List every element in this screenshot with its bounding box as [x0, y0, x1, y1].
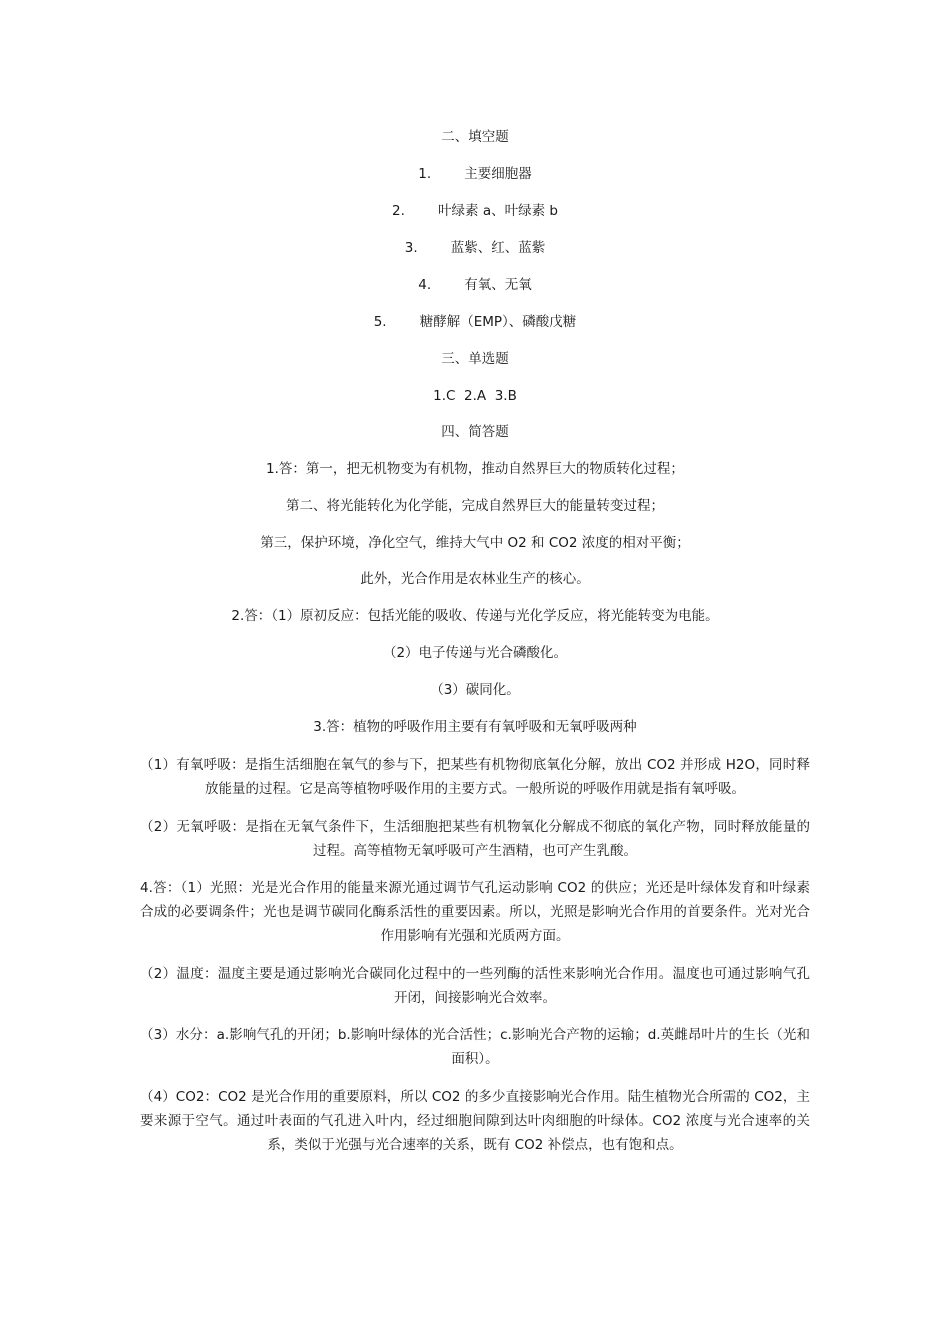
- fill-blank-item: [140, 163, 810, 185]
- answer-line: 3.答：植物的呼吸作用主要有有氧呼吸和无氧呼吸两种: [313, 719, 637, 735]
- answer-paragraph: 4.答：（1）光照：光是光合作用的能量来源光通过调节气孔运动影响 CO2 的供应；光还是叶绿体发育和叶绿素合成的必要调条件；光也是调节碳同化酶系活性的重要因素。所以，光照是影响光合作用的首要条件。光对光合作用影响有光强和光质两方面。: [140, 880, 810, 944]
- answer-line: （2）电子传递与光合磷酸化。: [382, 645, 568, 661]
- fill-blank-item: [140, 311, 810, 333]
- answer-line: 第三，保护环境，净化空气，维持大气中 O2 和 CO2 浓度的相对平衡；: [260, 535, 690, 551]
- answer-paragraph: （4）CO2：CO2 是光合作用的重要原料，所以 CO2 的多少直接影响光合作用。陆生植物光合所需的 CO2，主要来源于空气。通过叶表面的气孔进入叶内，经过细胞间隙到达叶肉细胞的叶绿体。CO2 浓度与光合速率的关系，类似于光强与光合速率的关系，既有 CO2 补偿点，也有饱和点。: [140, 1089, 810, 1153]
- answer-line: 1.答：第一，把无机物变为有机物，推动自然界巨大的物质转化过程；: [266, 461, 684, 477]
- item-number: 5.: [373, 314, 387, 330]
- section-heading-fill-blank: 二、填空题: [441, 129, 509, 145]
- single-choice-answers: 1.C 2.A 3.B: [433, 388, 517, 404]
- item-number: 4.: [418, 277, 432, 293]
- answer-paragraph: （2）温度：温度主要是通过影响光合碳同化过程中的一些列酶的活性来影响光合作用。温度也可通过影响气孔开闭，间接影响光合效率。: [140, 966, 810, 1006]
- fill-blank-item: [140, 200, 810, 222]
- section-heading-short-answer: 四、简答题: [441, 424, 509, 440]
- item-text: 叶绿素 a、叶绿素 b: [438, 203, 558, 219]
- fill-blank-item: [140, 274, 810, 296]
- item-text: 蓝紫、红、蓝紫: [450, 240, 546, 256]
- answer-paragraph: （2）无氧呼吸：是指在无氧气条件下，生活细胞把某些有机物氧化分解成不彻底的氧化产物，同时释放能量的过程。高等植物无氧呼吸可产生酒精，也可产生乳酸。: [140, 819, 810, 859]
- answer-line: 第二、将光能转化为化学能，完成自然界巨大的能量转变过程；: [286, 498, 664, 514]
- item-number: 1.: [418, 166, 432, 182]
- section-heading-single-choice: 三、单选题: [441, 351, 509, 367]
- answer-line: （3）碳同化。: [430, 682, 520, 698]
- answer-paragraph: （3）水分：a.影响气孔的开闭；b.影响叶绿体的光合活性；c.影响光合产物的运输；d.英雌昂叶片的生长（光和面积）。: [140, 1027, 810, 1067]
- item-number: 2.: [392, 203, 405, 219]
- answer-paragraph: （1）有氧呼吸：是指生活细胞在氧气的参与下，把某些有机物彻底氧化分解，放出 CO2 并形成 H2O，同时释放能量的过程。它是高等植物呼吸作用的主要方式。一般所说的呼吸作用就是指有氧呼吸。: [140, 757, 810, 797]
- item-text: 糖酵解（EMP）、磷酸戊糖: [419, 314, 577, 330]
- answer-line: 2.答：（1）原初反应：包括光能的吸收、传递与光化学反应，将光能转变为电能。: [231, 608, 719, 624]
- item-text: 有氧、无氧: [464, 277, 532, 293]
- item-number: 3.: [404, 240, 418, 256]
- fill-blank-item: [140, 237, 810, 259]
- item-text: 主要细胞器: [464, 166, 532, 182]
- answer-line: 此外，光合作用是农林业生产的核心。: [360, 571, 590, 587]
